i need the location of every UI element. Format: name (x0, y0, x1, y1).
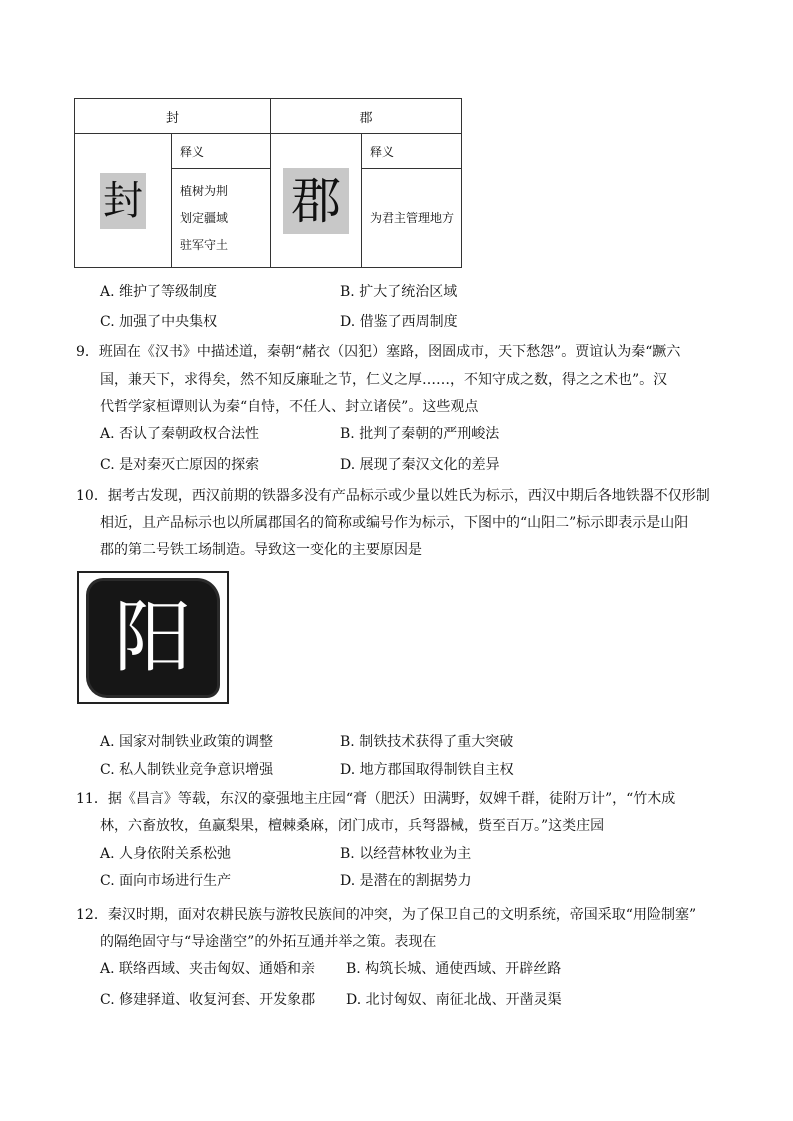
q10-stem-line-2: 相近，且产品标示也以所属郡国名的简称或编号作为标示，下图中的“山阳二”标示即表示是山阳 (100, 515, 689, 531)
seal-ink-block (89, 581, 217, 695)
jun-glyph-cell (271, 134, 362, 268)
q12-stem-line-2: 的隔绝固守与“导途凿空”的外拓互通并举之策。表现在 (100, 934, 437, 950)
q12-option-c[interactable]: C. 修建驿道、收复河套、开发象郡 (100, 992, 316, 1008)
seal-glyph: 阳 (113, 593, 192, 683)
q9-option-b[interactable]: B. 批判了秦朝的严刑峻法 (340, 426, 500, 442)
feng-meaning-list (172, 169, 271, 268)
feng-meaning-2: 划定疆域 (180, 210, 229, 225)
feng-meaning-1: 植树为㓝 (180, 183, 229, 198)
q10-option-d[interactable]: D. 地方郡国取得制铁自主权 (340, 762, 514, 778)
q8-option-c[interactable]: C. 加强了中央集权 (100, 314, 218, 330)
q9-stem-line-3: 代哲学家桓谭则认为秦“自恃，不任人、封立诸侯”。这些观点 (100, 399, 479, 415)
q10-option-a[interactable]: A. 国家对制铁业政策的调整 (100, 734, 274, 750)
feng-glyph-cell (75, 134, 172, 268)
q11-option-b[interactable]: B. 以经营林牧业为主 (340, 846, 472, 862)
feng-seal-glyph: 封 (100, 173, 146, 229)
table-head-jun: 郡 (271, 99, 462, 134)
q10-option-c[interactable]: C. 私人制铁业竞争意识增强 (100, 762, 274, 778)
jun-meaning-label: 释义 (362, 134, 462, 169)
q12-stem-line-1: 12．秦汉时期，面对农耕民族与游牧民族间的冲突，为了保卫自己的文明系统，帝国采取“用险制塞” (76, 907, 697, 923)
q9-stem-line-2: 国，兼天下，求得矣，然不知反廉耻之节，仁义之厚……，不知守成之数，得之之术也”。汉 (100, 372, 668, 388)
q10-stem-line-1: 10．据考古发现，西汉前期的铁器多没有产品标示或少量以姓氏为标示，西汉中期后各地铁器不仅形制 (76, 488, 710, 504)
q9-stem-line-1: 9．班固在《汉书》中描述道，秦朝“赭衣（囚犯）塞路，囹圄成市，天下愁怨”。贾谊认为秦“蹶六 (76, 344, 681, 360)
q11-stem-line-2: 林，六畜放牧，鱼赢梨果，檀棘桑麻，闭门成市，兵弩器械，赀至百万。”这类庄园 (100, 818, 605, 834)
q9-option-a[interactable]: A. 否认了秦朝政权合法性 (100, 426, 260, 442)
character-meaning-table (74, 98, 462, 268)
q11-option-d[interactable]: D. 是潜在的割据势力 (340, 873, 472, 889)
feng-meaning-3: 驻军守土 (180, 237, 229, 252)
q12-option-d[interactable]: D. 北讨匈奴、南征北战、开凿灵渠 (346, 992, 562, 1008)
shanyang-iron-mark-image (77, 571, 229, 704)
q12-option-a[interactable]: A. 联络西域、夹击匈奴、通婚和亲 (100, 961, 316, 977)
q9-option-c[interactable]: C. 是对秦灭亡原因的探索 (100, 457, 260, 473)
q11-stem-line-1: 11．据《昌言》等载，东汉的豪强地主庄园“膏（肥沃）田满野，奴婢千群，徒附万计”，“竹木成 (76, 791, 676, 807)
q8-option-d[interactable]: D. 借鉴了西周制度 (340, 314, 458, 330)
q11-option-a[interactable]: A. 人身依附关系松弛 (100, 846, 232, 862)
jun-seal-glyph: 郡 (283, 168, 349, 234)
q10-stem-line-3: 郡的第二号铁工场制造。导致这一变化的主要原因是 (100, 542, 422, 558)
q11-option-c[interactable]: C. 面向市场进行生产 (100, 873, 232, 889)
table-head-feng: 封 (75, 99, 271, 134)
jun-meaning: 为君主管理地方 (362, 169, 462, 268)
feng-meaning-label: 释义 (172, 134, 271, 169)
q12-option-b[interactable]: B. 构筑长城、通使西域、开辟丝路 (346, 961, 562, 977)
q10-option-b[interactable]: B. 制铁技术获得了重大突破 (340, 734, 514, 750)
q8-option-a[interactable]: A. 维护了等级制度 (100, 284, 218, 300)
q9-option-d[interactable]: D. 展现了秦汉文化的差异 (340, 457, 500, 473)
q8-option-b[interactable]: B. 扩大了统治区域 (340, 284, 458, 300)
